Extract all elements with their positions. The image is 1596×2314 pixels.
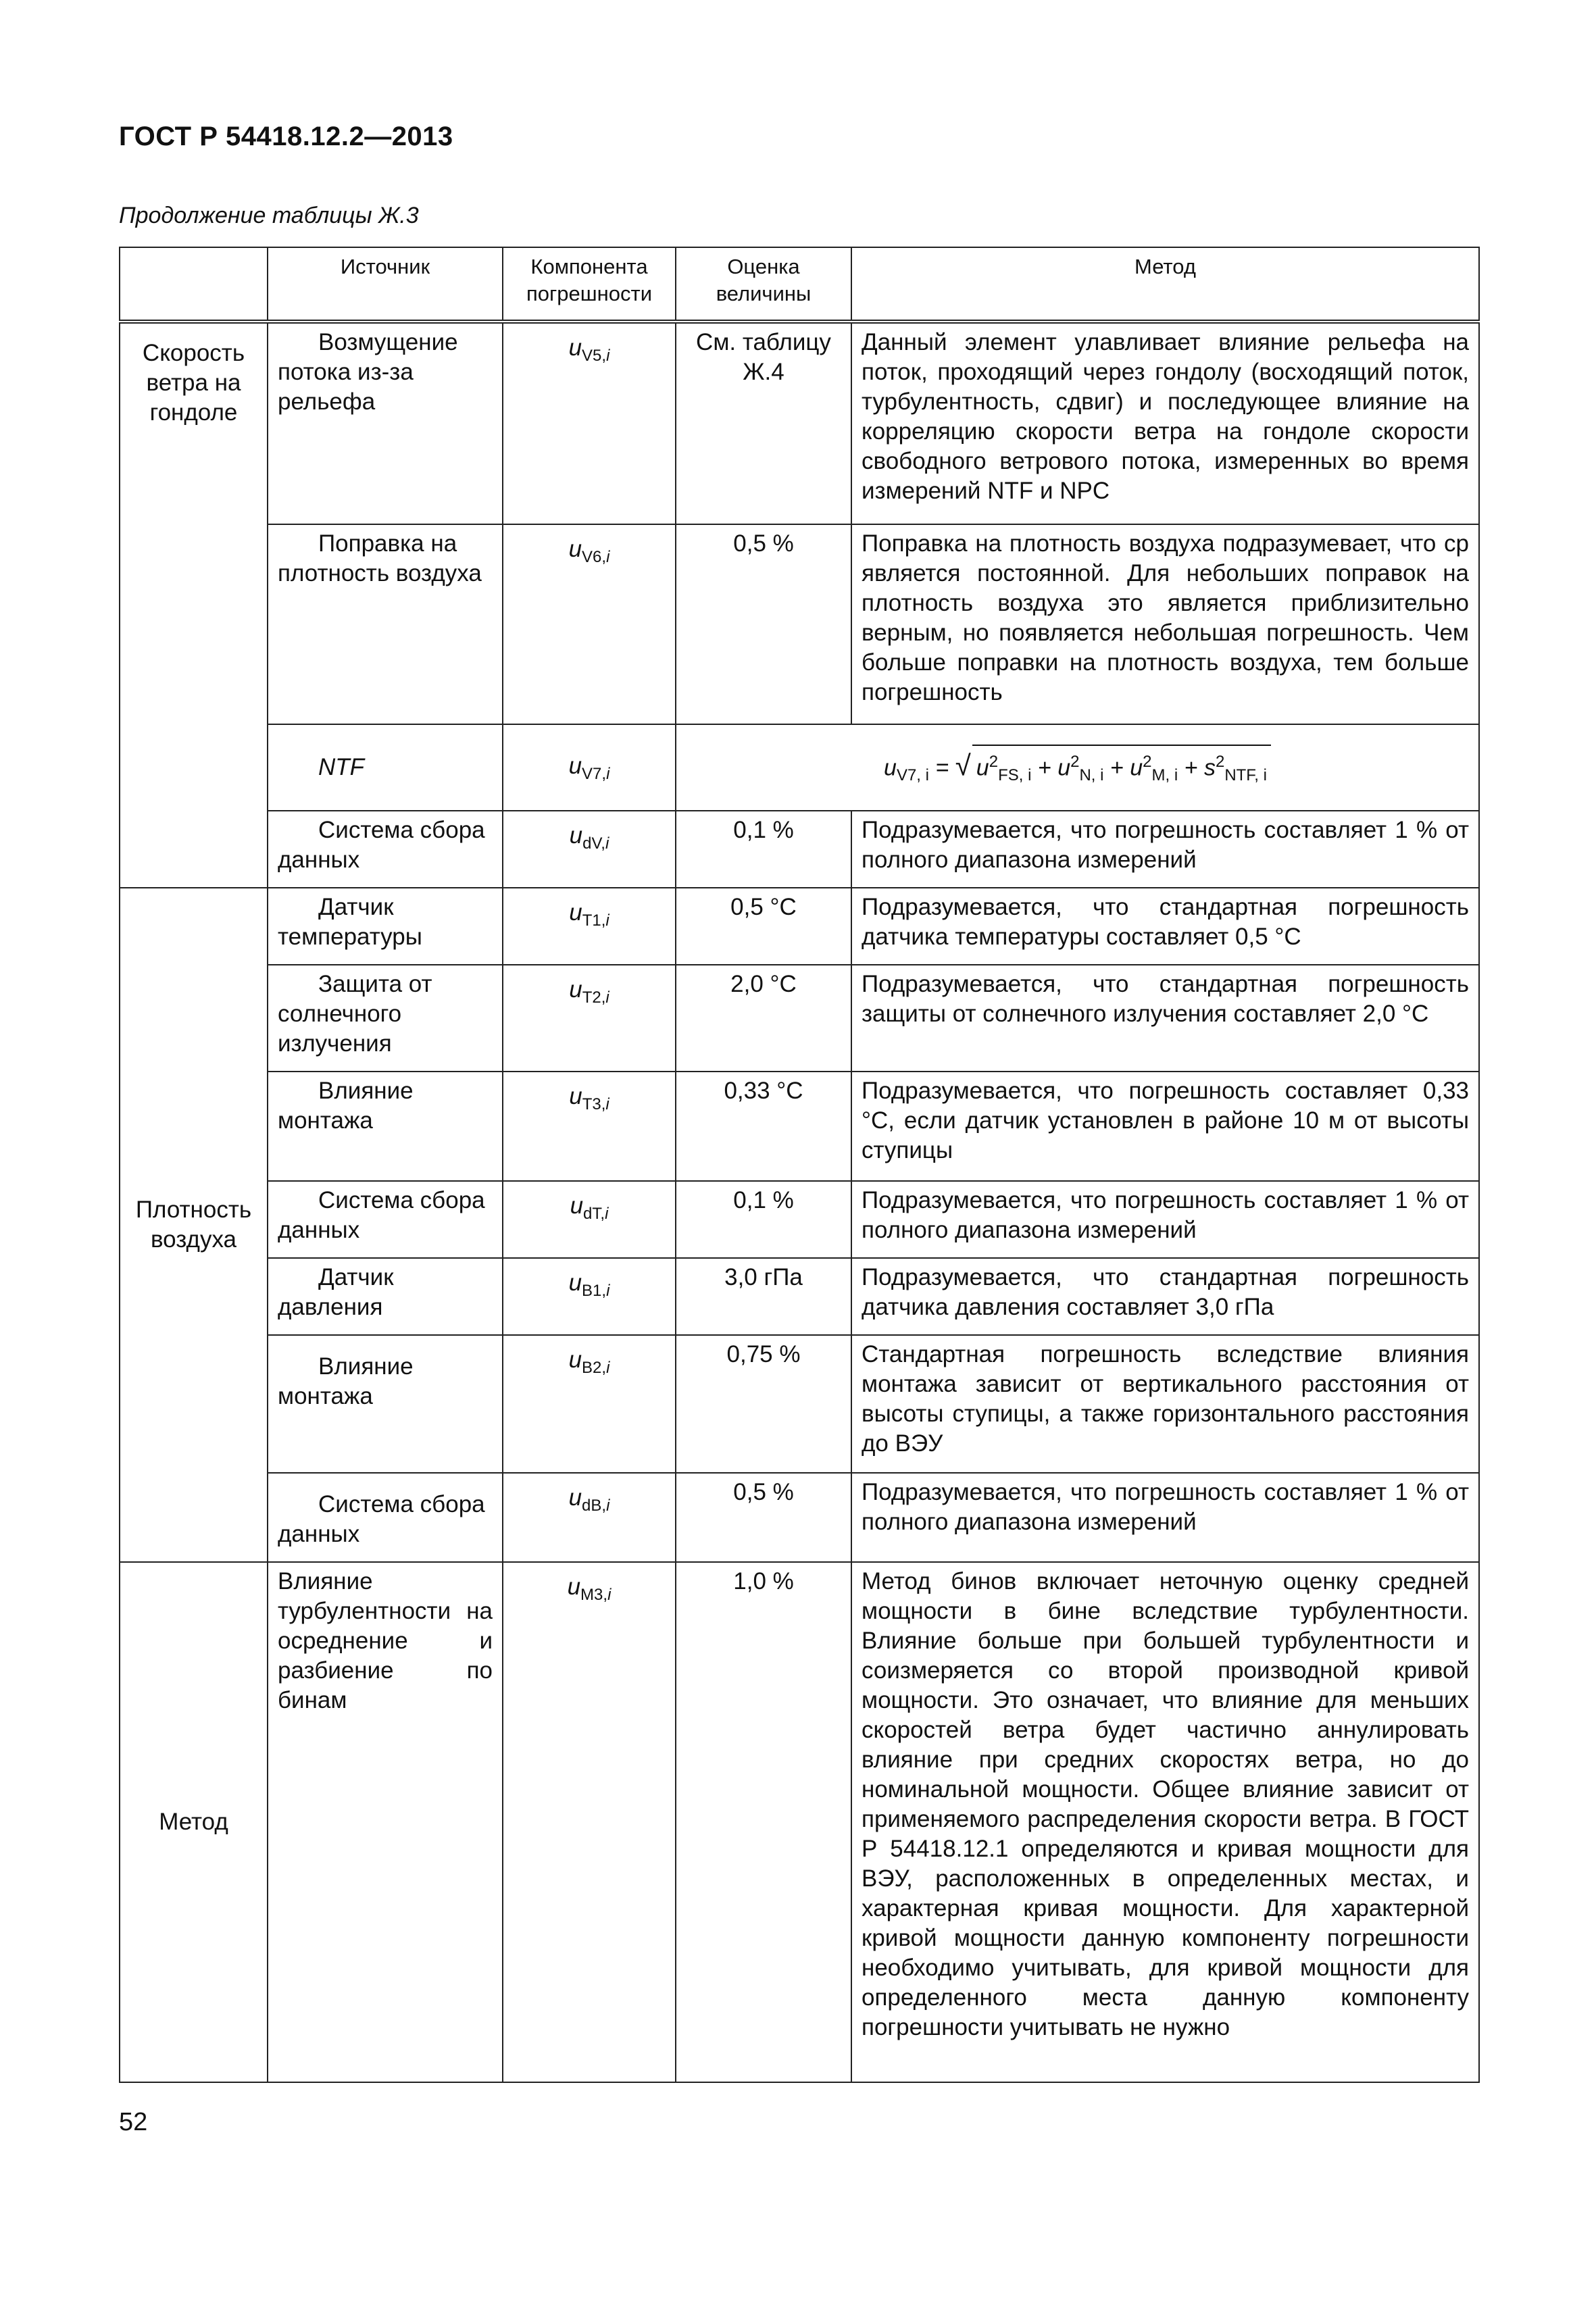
source-cell: Защита от солнечного излучения	[268, 965, 503, 1072]
table-row	[120, 888, 1479, 965]
table-header-row	[120, 247, 1479, 322]
value-cell: 0,5 %	[676, 524, 851, 724]
value-cell: 0,5 %	[676, 1473, 851, 1562]
component-cell: $u_{T3,i}$	[503, 1072, 676, 1181]
method-cell: Метод бинов включает неточную оценку средней мощности в бине вследствие турбулентности. Влияние больше при большей турбулентности и соизмеряется со второй производной кривой мощности. Это означает, что влияние для меньших скоростей ветра будет частично аннулировать влияние при средних скоростях ветра, но до номинальной мощности. Общее влияние зависит от применяемого распределения скорости ветра. В ГОСТ Р 54418.12.1 определяются и кривая мощности для ВЭУ, расположенных в определенных местах, и характерная кривая мощности. Для характерной кривой мощности данную компоненту погрешности необходимо учитывать, для кривой мощности для определенного места данную компоненту погрешности учитывать не нужно	[851, 1562, 1479, 2082]
method-cell: Данный элемент улавливает влияние рельефа на поток, проходящий через гондолу (восходящий поток, турбулентность, сдвиг) и последующее влияние на корреляцию скорости ветра на гондоле скорости свободного ветрового потока, измеренных во время измерений NTF и NPC	[851, 322, 1479, 524]
method-cell: Подразумевается, что стандартная погрешность защиты от солнечного излучения составляет 2,0 °C	[851, 965, 1479, 1072]
component-cell: $u_{dB,i}$	[503, 1473, 676, 1562]
component-cell: $u_{M3,i}$	[503, 1562, 676, 2082]
source-cell: NTF	[268, 724, 503, 811]
source-cell: Влияние монтажа	[268, 1335, 503, 1473]
group-label-method: Метод	[120, 1562, 268, 2082]
square-root-icon: √	[955, 749, 971, 782]
source-cell: Система сбора данных	[268, 1181, 503, 1258]
component-cell: $u_{dT,i}$	[503, 1181, 676, 1258]
method-cell: Подразумевается, что погрешность составляет 0,33 °C, если датчик установлен в районе 10 м от высоты ступицы	[851, 1072, 1479, 1181]
component-cell: $u_{T2,i}$	[503, 965, 676, 1072]
value-cell: 0,33 °C	[676, 1072, 851, 1181]
table-row	[120, 811, 1479, 888]
document-header: ГОСТ Р 54418.12.2—2013	[119, 122, 453, 151]
method-cell: Поправка на плотность воздуха подразумевает, что cp является постоянной. Для небольших поправок на плотность воздуха это является приблизительно верным, но появляется небольшая погрешность. Чем больше поправки на плотность воздуха, тем больше погрешность	[851, 524, 1479, 724]
table-row	[120, 965, 1479, 1072]
table-row	[120, 1473, 1479, 1562]
value-cell: 3,0 гПа	[676, 1258, 851, 1335]
group-label-wind-speed: Скорость ветра на гондоле	[120, 322, 268, 888]
component-cell: $u_{B2,i}$	[503, 1335, 676, 1473]
value-cell: 0,75 %	[676, 1335, 851, 1473]
table-row	[120, 724, 1479, 811]
method-cell: Подразумевается, что стандартная погрешность датчика давления составляет 3,0 гПа	[851, 1258, 1479, 1335]
table-row	[120, 1258, 1479, 1335]
source-cell: Система сбора данных	[268, 1473, 503, 1562]
source-cell: Влияние турбулентности на осреднение и разбиение по бинам	[268, 1562, 503, 2082]
method-cell: Подразумевается, что погрешность составляет 1 % от полного диапазона измерений	[851, 811, 1479, 888]
header-source: Источник	[268, 247, 503, 322]
header-component: Компонента погрешности	[503, 247, 676, 322]
table-row	[120, 1562, 1479, 2082]
source-cell: Возмущение потока из-за рельефа	[268, 322, 503, 524]
method-cell: Подразумевается, что погрешность составляет 1 % от полного диапазона измерений	[851, 1181, 1479, 1258]
header-estimate: Оценка величины	[676, 247, 851, 322]
ntf-uncertainty-formula: $u_{V7, i}$ = √ $u^2_{FS, i} + u^2_{N, i} + u^2_{M, i} + s^2_{NTF, i}$	[884, 745, 1271, 790]
component-cell: $u_{B1,i}$	[503, 1258, 676, 1335]
source-cell: Датчик давления	[268, 1258, 503, 1335]
table-row	[120, 322, 1479, 524]
source-cell: Поправка на плотность воздуха	[268, 524, 503, 724]
value-cell: 0,5 °C	[676, 888, 851, 965]
value-cell: 0,1 %	[676, 811, 851, 888]
table-row	[120, 1072, 1479, 1181]
method-cell: Подразумевается, что стандартная погрешность датчика температуры составляет 0,5 °C	[851, 888, 1479, 965]
value-cell: 1,0 %	[676, 1562, 851, 2082]
value-cell: 2,0 °C	[676, 965, 851, 1072]
source-cell: Влияние монтажа	[268, 1072, 503, 1181]
value-cell: 0,1 %	[676, 1181, 851, 1258]
source-cell: Система сбора данных	[268, 811, 503, 888]
table-row	[120, 524, 1479, 724]
group-label-air-density: Плотность воздуха	[120, 888, 268, 1562]
page-number: 52	[119, 2108, 148, 2136]
table-row	[120, 1181, 1479, 1258]
component-cell: $u_{T1,i}$	[503, 888, 676, 965]
source-cell: Датчик температуры	[268, 888, 503, 965]
value-cell: См. таблицу Ж.4	[676, 322, 851, 524]
header-group	[120, 247, 268, 322]
method-cell: Стандартная погрешность вследствие влияния монтажа зависит от вертикального расстояния от высоты ступицы, а также горизонтального расстояния до ВЭУ	[851, 1335, 1479, 1473]
method-cell: Подразумевается, что погрешность составляет 1 % от полного диапазона измерений	[851, 1473, 1479, 1562]
table-caption: Продолжение таблицы Ж.3	[119, 203, 419, 228]
uncertainty-table	[119, 247, 1480, 2083]
ntf-formula-cell	[676, 724, 1479, 811]
table-row	[120, 1335, 1479, 1473]
component-cell: $u_{V7,i}$	[503, 724, 676, 811]
header-method: Метод	[851, 247, 1479, 322]
component-cell: $u_{V5,i}$	[503, 322, 676, 524]
component-cell: $u_{dV,i}$	[503, 811, 676, 888]
component-cell: $u_{V6,i}$	[503, 524, 676, 724]
